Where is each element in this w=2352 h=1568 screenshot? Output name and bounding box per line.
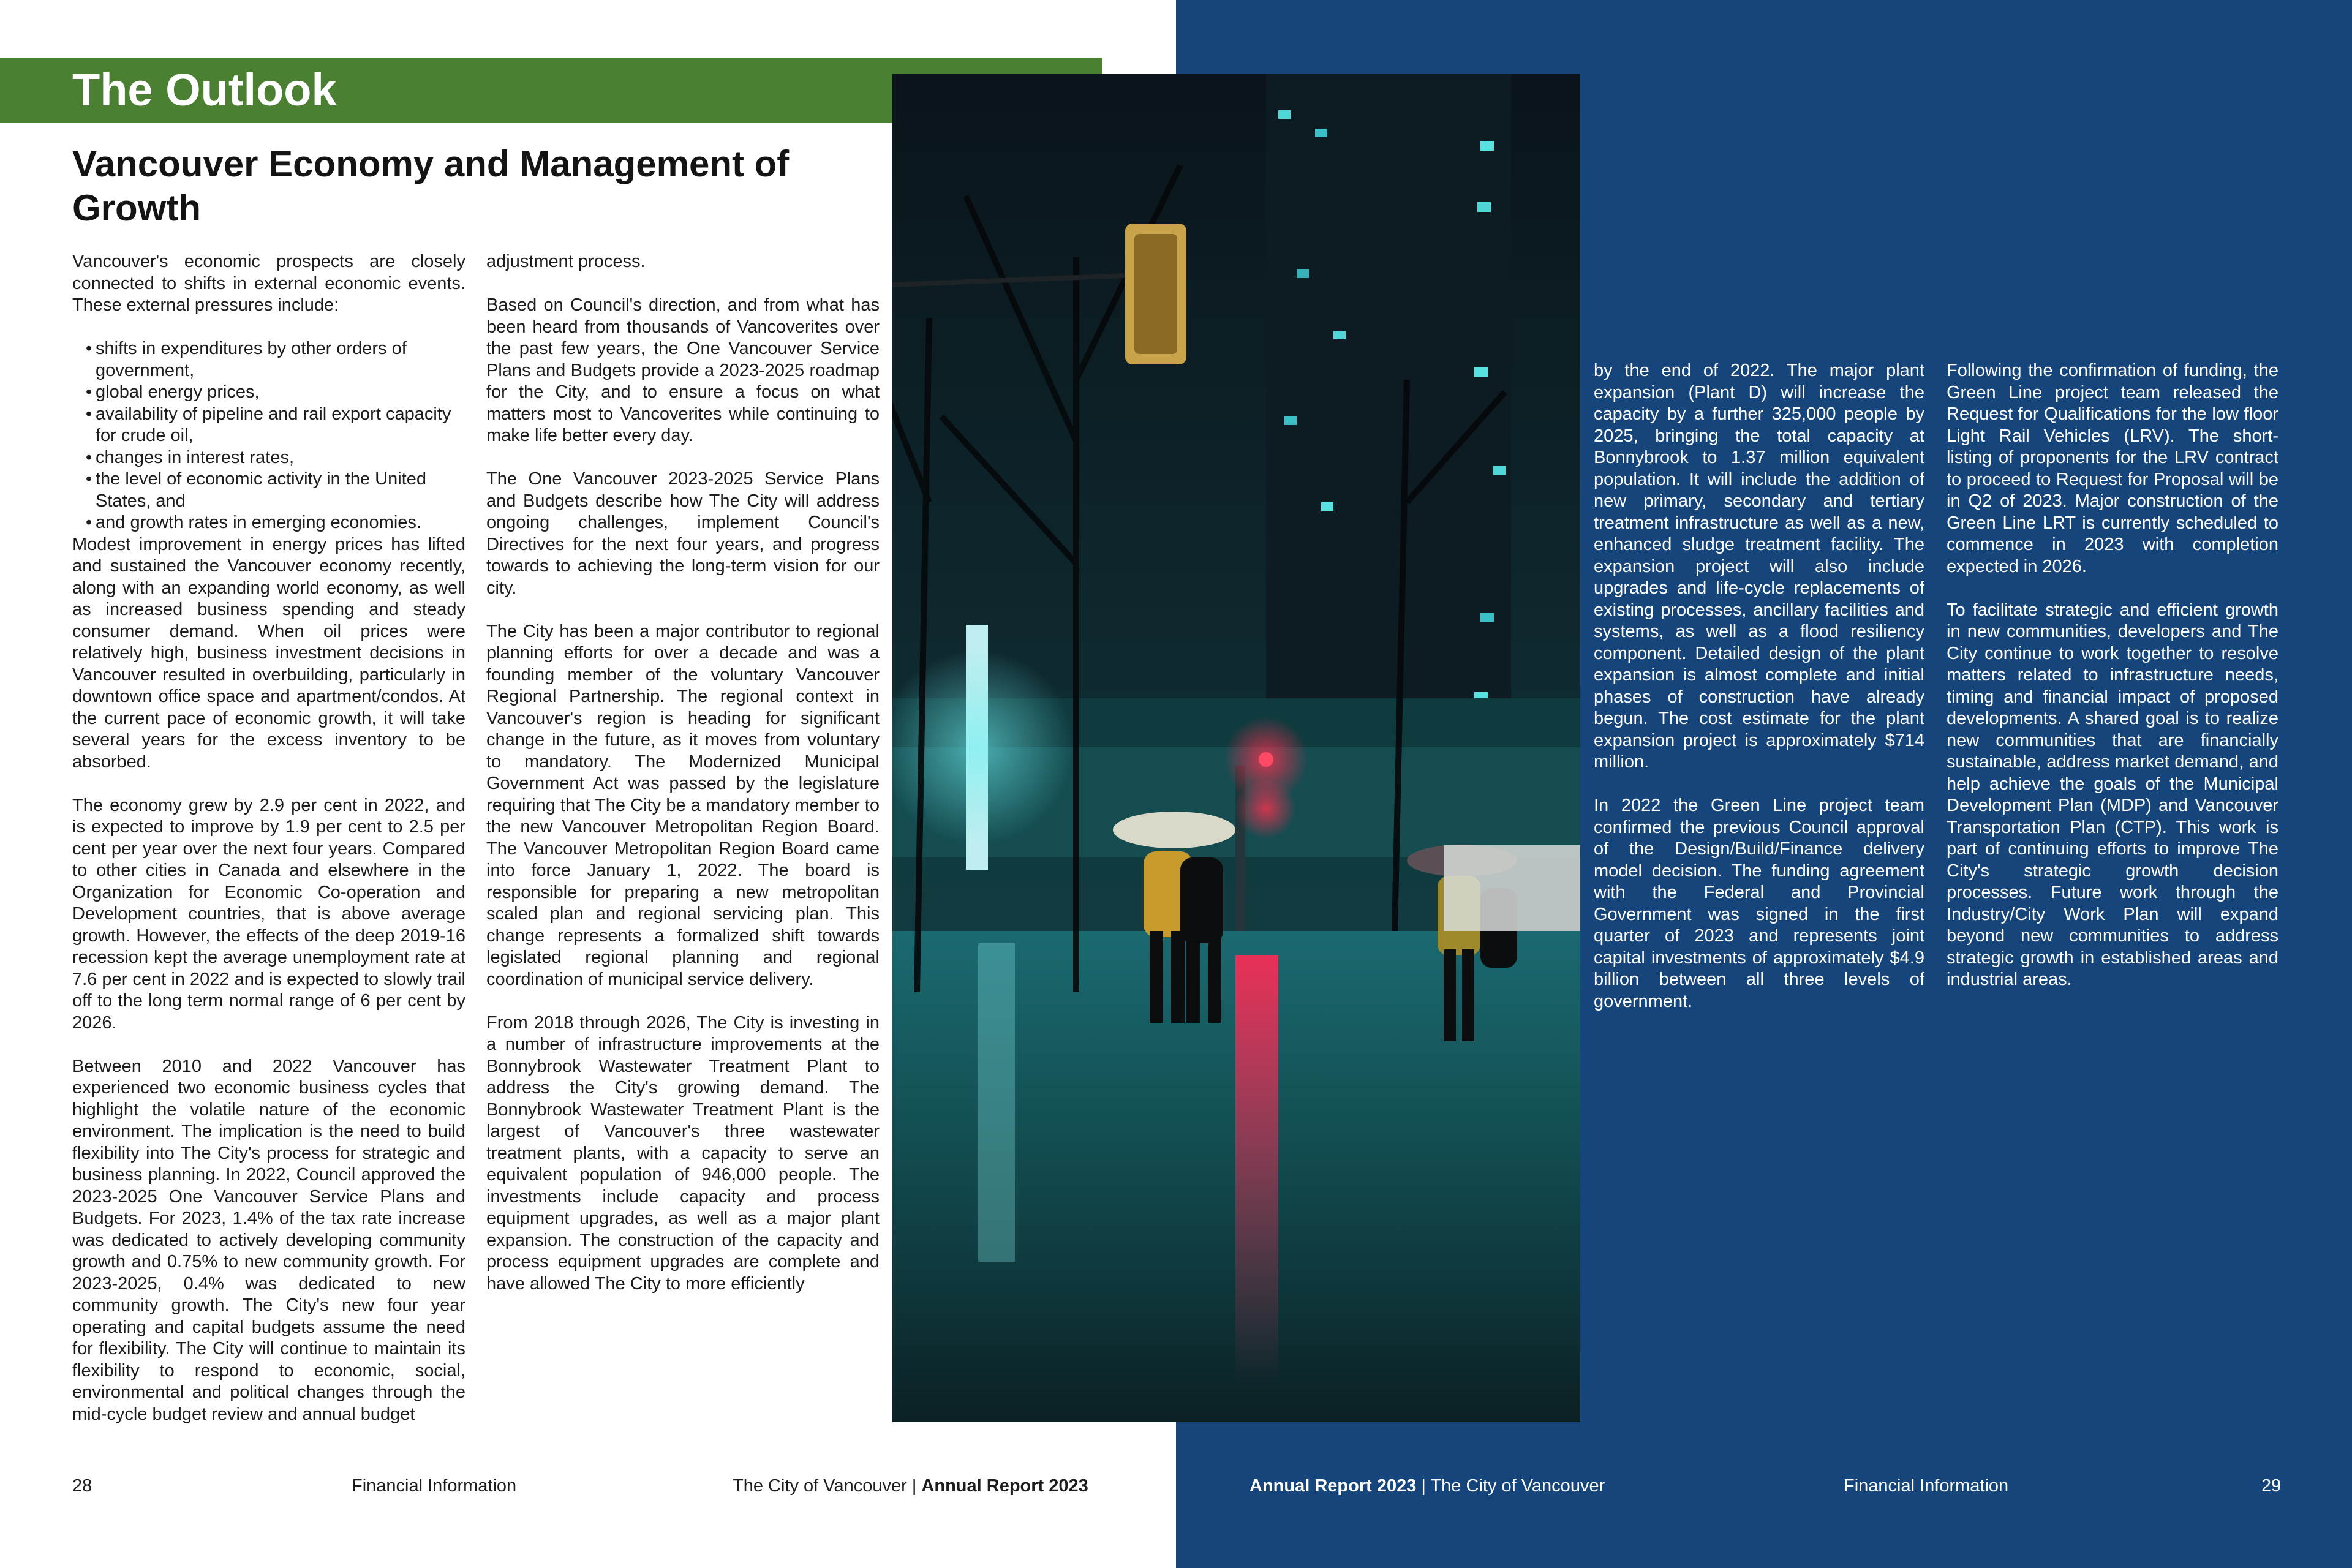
section-label-left: Financial Information [352, 1476, 517, 1496]
column-3 [1594, 360, 1924, 1012]
paragraph: adjustment process. [486, 252, 646, 271]
paragraph: Based on Council's direction, and from what has been heard from thousands of Vancoverites over the past few years, the One Vancouver Service Plans and Budgets provide a 2023-2025 roadmap for the City, and to ensure a focus on what matters most to Vancoverites while continuing to make life better every day. [486, 295, 880, 445]
list-item: • availability of pipeline and rail export capacity for crude oil, [89, 404, 466, 447]
running-header-left-bold: Annual Report 2023 [921, 1476, 1088, 1496]
paragraph: The economy grew by 2.9 per cent in 2022, and is expected to improve by 1.9 per cent to 2.5 per cent per year over the next four years. Compared to other cities in Canada and elsewhere in the Organization for Economic Co-operation and Development countries, that is above average growth. However, the effects of the deep 2019-16 recession kept the average unemployment rate at 7.6 per cent in 2022 and is expected to slowly trail off to the long term normal range of 6 per cent by 2026. [72, 795, 466, 1033]
column-2 [486, 251, 880, 1295]
running-header-right [1250, 1476, 1605, 1496]
intro-paragraph: Vancouver's economic prospects are closely connected to shifts in external economic events. These external pressures include: [72, 252, 466, 315]
list-item: • and growth rates in emerging economies. [89, 512, 466, 534]
paragraph: From 2018 through 2026, The City is investing in a number of infrastructure improvements at the Bonnybrook Wastewater Treatment Plant to address the City's growing demand. The Bonnybrook Wastewater Treatment Plant is the largest of Vancouver's three wastewater treatment plants, with a capacity to serve an equivalent population of 946,000 people. The investments include capacity and process equipment upgrades, as well as a major plant expansion. The construction of the capacity and process equipment upgrades are complete and have allowed The City to more efficiently [486, 1012, 880, 1294]
paragraph: by the end of 2022. The major plant expansion (Plant D) will increase the capacity by a further 325,000 people by 2025, bringing the total capacity at Bonnybrook to 1.37 million equivalent population. It will include the addition of new primary, secondary and tertiary treatment infrastructure as well as a new, enhanced sludge treatment facility. The expansion project will also include upgrades and life-cycle replacements of existing processes, ancillary facilities and systems, as well as a flood resiliency component. Detailed design of the plant expansion is almost complete and initial phases of construction have already begun. The cost estimate for the plant expansion project is approximately $714 million. [1594, 361, 1924, 772]
paragraph: In 2022 the Green Line project team confirmed the previous Council approval of the Design/Build/Finance delivery model decision. The funding agreement with the Federal and Provincial Government was signed in the first quarter of 2023 and represents joint capital investments of approximately $4.9 billion between all three levels of government. [1594, 796, 1924, 1011]
list-item: • changes in interest rates, [89, 447, 466, 469]
section-label-right: Financial Information [1844, 1476, 2009, 1496]
running-header-left [733, 1476, 1088, 1496]
running-header-left-plain: The City of Vancouver | [733, 1476, 922, 1496]
list-item: • the level of economic activity in the United States, and [89, 469, 466, 512]
paragraph: To facilitate strategic and efficient growth in new communities, developers and The City continue to work together to resolve matters related to infrastructure needs, timing and financial impact of proposed developments. A shared goal is to realize new communities that are financially sustainable, address market demand, and help achieve the goals of the Municipal Development Plan (MDP) and Vancouver Transportation Plan (CTP). This work is part of continuing efforts to improve The City's strategic growth decision processes. Future work through the Industry/City Work Plan will expand beyond new communities to address strategic growth in established areas and industrial areas. [1947, 600, 2278, 989]
paragraph: Modest improvement in energy prices has lifted and sustained the Vancouver economy recently, along with an expanding world economy, as well as increased business spending and steady consumer demand. When oil prices were relatively high, business investment decisions in Vancouver resulted in overbuilding, particularly in downtown office space and apartment/condos. At the current pace of economic growth, it will take several years for the excess inventory to be absorbed. [72, 534, 466, 772]
page-number-right: 29 [2261, 1476, 2282, 1496]
paragraph: The One Vancouver 2023-2025 Service Plans and Budgets describe how The City will address ongoing challenges, implement Council's Directives for the next four years, and progress towards to achieving the long-term vision for our city. [486, 469, 880, 598]
section-title: The Outlook [72, 64, 337, 115]
page-number-left: 28 [72, 1476, 92, 1496]
article-title: Vancouver Economy and Management of Growth [72, 143, 790, 228]
paragraph: The City has been a major contributor to regional planning efforts for over a decade and was a founding member of the voluntary Vancouver Regional Partnership. The regional context in Vancouver's region is heading for significant change in the future, as it moves from voluntary to mandatory. The Modernized Municipal Government Act was passed by the legislature requiring that The City be a mandatory member to the new Vancouver Metropolitan Region Board. The Vancouver Metropolitan Region Board came into force January 1, 2022. The board is responsible for preparing a new metropolitan scaled plan and regional servicing plan. This change represents a formalized shift towards legislated regional planning and regional coordination of municipal service delivery. [486, 621, 880, 989]
paragraph: Between 2010 and 2022 Vancouver has experienced two economic business cycles that highlight the volatile nature of the economic environment. The implication is the need to build flexibility into The City's process for strategic and business planning. In 2022, Council approved the 2023-2025 One Vancouver Service Plans and Budgets. For 2023, 1.4% of the tax rate increase was dedicated to actively developing community growth and 0.75% to new community growth. For 2023-2025, 0.4% was dedicated to new community growth. The City's new four year operating and capital budgets assume the need for flexibility. The City will continue to maintain its flexibility to respond to economic, social, environmental and political changes through the mid-cycle budget review and annual budget [72, 1056, 466, 1424]
list-item: • global energy prices, [89, 382, 466, 404]
column-4 [1947, 360, 2278, 991]
running-header-right-bold: Annual Report 2023 [1250, 1476, 1417, 1496]
paragraph: Following the confirmation of funding, the Green Line project team released the Request for Qualifications for the low floor Light Rail Vehicles (LRV). The short-listing of proponents for the LRV contract to proceed to Request for Proposal will be in Q2 of 2023. Major construction of the Green Line LRT is currently scheduled to commence in 2023 with completion expected in 2026. [1947, 361, 2278, 576]
list-item: • shifts in expenditures by other orders of government, [89, 338, 466, 382]
street-night-photo [892, 74, 1580, 1422]
running-header-right-plain: | The City of Vancouver [1416, 1476, 1605, 1496]
column-1 [72, 251, 466, 1425]
pressure-list [72, 338, 466, 534]
